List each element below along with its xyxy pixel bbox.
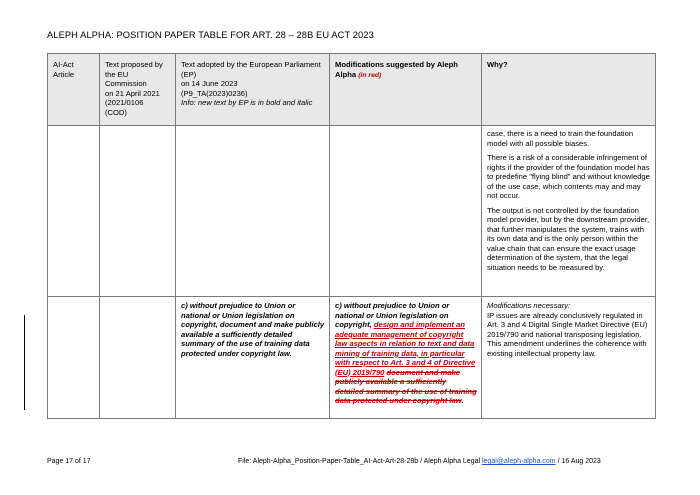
header-commission-line: (COD) [105, 107, 127, 117]
footer-file: File: Aleph-Alpha_Position-Paper-Table_AI-Act-Art-28-28b / Aleph Alpha Legal [238, 458, 482, 465]
mod-plain: c) without prejudice to Union or national or Union legislation on copyright, [335, 301, 450, 329]
ep-text: c) without prejudice to Union or national or Union legislation on copyright, document and make publicly available a sufficiently detailed summary of the use of training data protected under copyright law. [181, 301, 325, 358]
cell-modification [330, 126, 482, 297]
cell-article [48, 297, 100, 419]
cell-why [482, 297, 656, 419]
page-header: ALEPH ALPHA: POSITION PAPER TABLE FOR ART. 28 – 28B EU ACT 2023 [47, 30, 374, 40]
header-commission-line: on 21 April 2021 [105, 88, 160, 98]
cell-commission [100, 297, 176, 419]
cell-ep [176, 297, 330, 419]
header-commission-line: Text proposed by the EU [105, 60, 163, 79]
header-modifications-label: Modifications suggested by Aleph Alpha [335, 60, 458, 79]
header-ai-act-article: AI-Act Article [48, 54, 100, 126]
header-ep-text [176, 54, 330, 126]
email-link[interactable]: legal@aleph-alpha.com [481, 458, 556, 465]
table-header-row [48, 54, 656, 126]
position-table [47, 53, 656, 419]
page-number: Page 17 of 17 [47, 458, 91, 465]
mod-inserted: design and implement an adequate management of copyright law aspects in relation to text and data mining of training data, in particular with respect to Art. 3 and 4 of Directive (EU) 2019/790 [335, 320, 476, 377]
header-why: Why? [482, 54, 656, 126]
why-paragraph: There is a risk of a considerable infringement of rights if the provider of the foundation model has to predefine "flying blind" and without knowledge of the use case, which contents may and may not occur. [487, 153, 650, 200]
cell-why [482, 126, 656, 297]
why-text: IP issues are already conclusively regulated in Art. 3 and 4 Digital Single Market Directive (EU) 2019/790 and national transposing legislation. This amendment underlines the coherence with existing intellectual property law. [487, 310, 648, 358]
cell-modification [330, 297, 482, 419]
header-ep-info: Info: new text by EP is in bold and italic [181, 98, 313, 107]
header-commission-line: (2021/0106 [105, 98, 144, 107]
header-commission-line: Commission [105, 79, 147, 88]
header-modifications-note: (in red) [358, 71, 382, 79]
change-bar [24, 315, 25, 410]
mod-deleted: document and make publicly available a sufficiently detailed summary of the use of training data protected under copyright law [335, 367, 477, 405]
header-modifications [330, 54, 482, 126]
why-paragraph: The output is not controlled by the foundation model provider, but by the downstream provider, that further manipulates the system, trains with its own data and is the only person within the value chain that can ensure the exact usage determination of the system, that the legal situation needs to be measured by. [487, 205, 650, 272]
cell-commission [100, 126, 176, 297]
cell-ep [176, 126, 330, 297]
footer-date: / 16 Aug 2023 [555, 458, 601, 465]
header-commission-text [100, 54, 176, 126]
header-ep-line: on 14 June 2023 [181, 79, 238, 88]
modification-text [335, 301, 477, 405]
why-heading: Modifications necessary: [487, 301, 571, 310]
table-row [48, 297, 656, 419]
table-row [48, 126, 656, 297]
cell-article [48, 126, 100, 297]
header-ep-line: Text adopted by the European Parliament (EP) [181, 60, 321, 79]
footer-file-info [238, 458, 601, 465]
mod-end: . [461, 396, 464, 405]
why-paragraph: case, there is a need to train the foundation model with all possible biases. [487, 129, 634, 148]
header-ep-line: (P9_TA(2023)0236) [181, 88, 248, 98]
